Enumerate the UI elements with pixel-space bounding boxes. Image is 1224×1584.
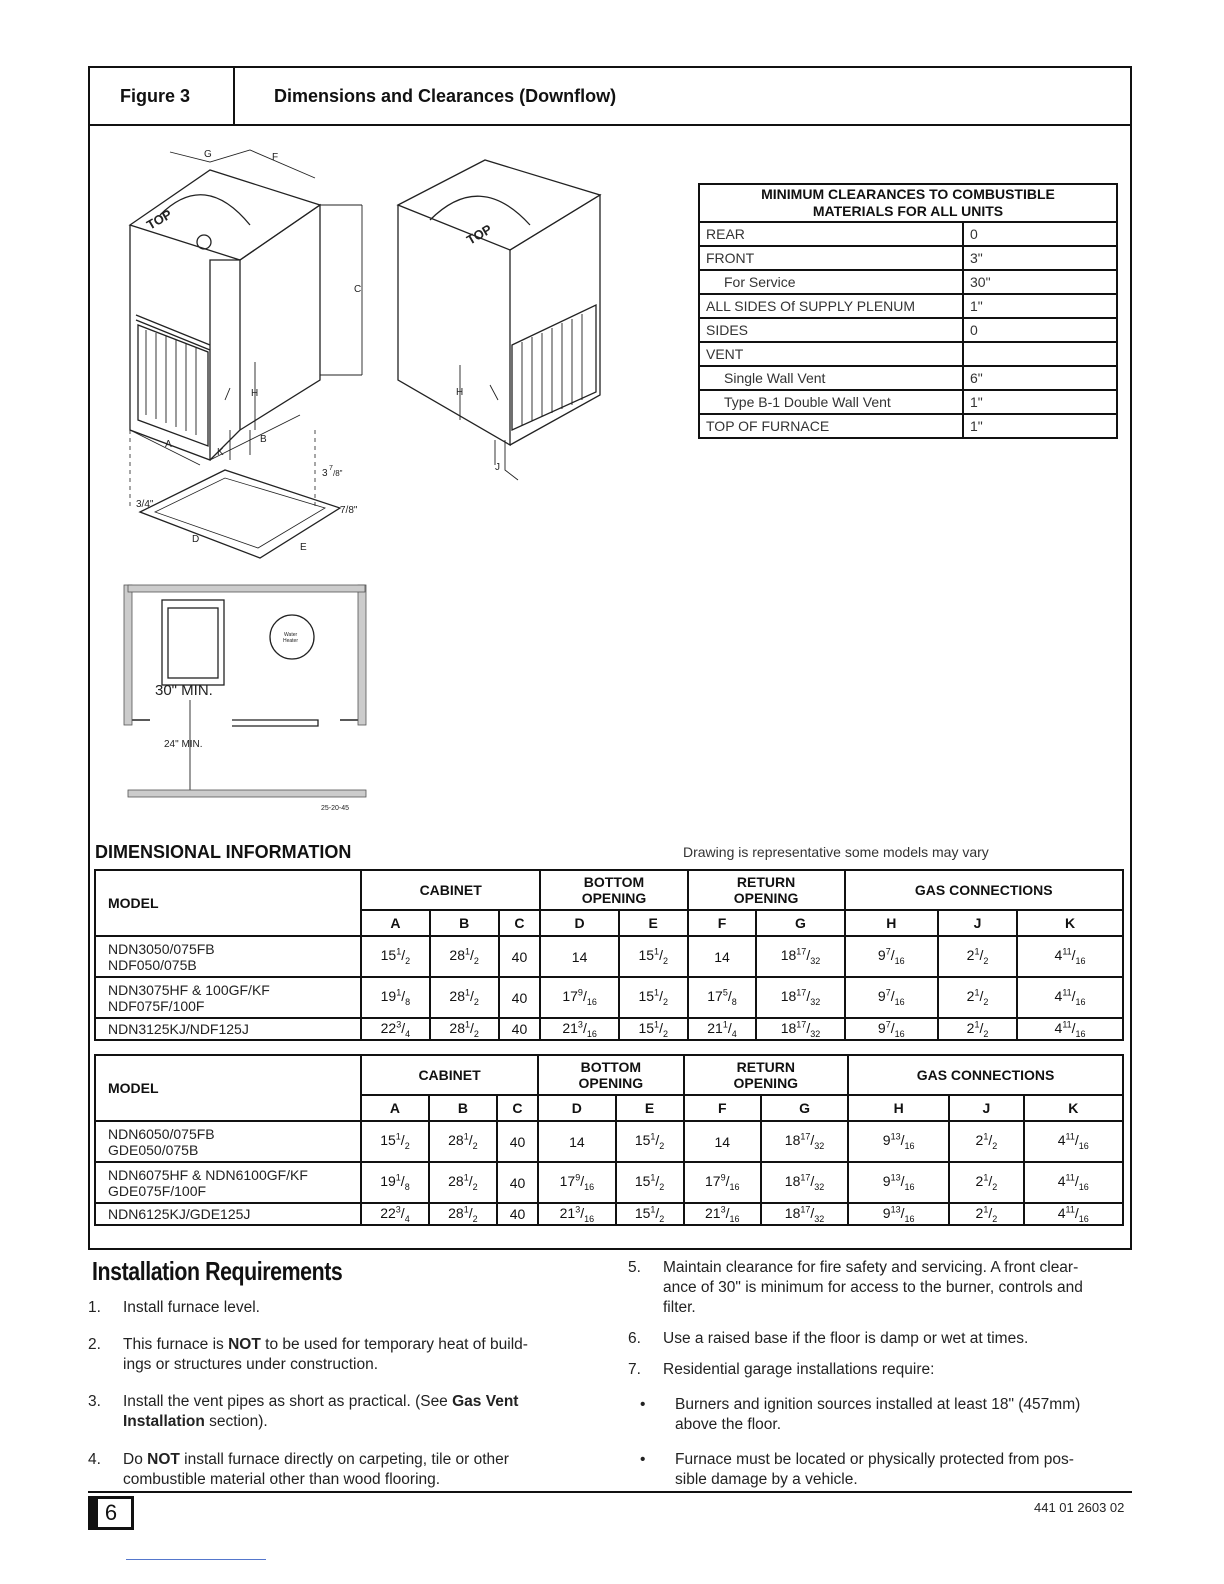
model-header: MODEL bbox=[95, 1055, 361, 1121]
dimension-cell-a: $22^3/_4$ bbox=[361, 1203, 429, 1225]
dimension-cell-k: $4^{11}/_{16}$ bbox=[1017, 936, 1123, 977]
furnace-right-side bbox=[510, 195, 600, 445]
label-three-quarter: 3/4" bbox=[136, 499, 154, 510]
model-cell: NDN6125KJ/GDE125J bbox=[95, 1203, 361, 1225]
table-row bbox=[95, 977, 1123, 1018]
dimension-cell-g: $18^{17}/_{32}$ bbox=[756, 1018, 844, 1040]
column-header-b: B bbox=[430, 910, 499, 936]
dimension-cell-c: 40 bbox=[499, 977, 541, 1018]
dimension-cell-h: $9^{13}/_{16}$ bbox=[848, 1162, 949, 1203]
column-header-c: C bbox=[497, 1095, 538, 1121]
dimension-cell-b: $28^1/_2$ bbox=[429, 1121, 497, 1162]
dimension-cell-d: 14 bbox=[540, 936, 618, 977]
dimension-cell-a: $19^1/_8$ bbox=[361, 977, 430, 1018]
cabinet-header: CABINET bbox=[361, 870, 540, 910]
column-header-e: E bbox=[616, 1095, 684, 1121]
dimension-cell-h: $9^7/_{16}$ bbox=[845, 977, 938, 1018]
dimensional-title: DIMENSIONAL INFORMATION bbox=[95, 842, 352, 862]
dimension-cell-j: $2^1/_2$ bbox=[938, 1018, 1017, 1040]
gas-connections-header: GAS CONNECTIONS bbox=[848, 1055, 1123, 1095]
label-j: J bbox=[495, 462, 500, 473]
model-cell: NDN6075HF & NDN6100GF/KF GDE075F/100F bbox=[95, 1162, 361, 1203]
column-header-j: J bbox=[949, 1095, 1023, 1121]
label-a: A bbox=[165, 439, 172, 450]
footer-rule bbox=[88, 1491, 1132, 1493]
column-header-d: D bbox=[540, 910, 618, 936]
bottom-opening-header: BOTTOM OPENING bbox=[540, 870, 687, 910]
requirements-title: Installation Requirements bbox=[92, 1256, 343, 1286]
dimension-cell-c: 40 bbox=[499, 1018, 541, 1040]
clearances-table bbox=[698, 183, 1118, 439]
label-h2: H bbox=[456, 387, 464, 398]
dimension-cell-f: 14 bbox=[688, 936, 757, 977]
page-number: 6 bbox=[88, 1496, 134, 1530]
table-row bbox=[95, 936, 1123, 977]
dimension-cell-k: $4^{11}/_{16}$ bbox=[1017, 1018, 1123, 1040]
water-heater-label: Water bbox=[284, 632, 298, 638]
dimension-cell-f: $17^5/_8$ bbox=[688, 977, 757, 1018]
label-e: E bbox=[300, 542, 307, 553]
dimension-cell-g: $18^{17}/_{32}$ bbox=[756, 977, 844, 1018]
dimension-cell-k: $4^{11}/_{16}$ bbox=[1024, 1121, 1123, 1162]
dimension-cell-h: $9^{13}/_{16}$ bbox=[848, 1203, 949, 1225]
dimension-cell-j: $2^1/_2$ bbox=[949, 1121, 1023, 1162]
dimension-cell-c: 40 bbox=[497, 1203, 538, 1225]
label-three-seven-eighths: 3 bbox=[322, 468, 328, 479]
model-cell: NDN3075HF & 100GF/KF NDF075F/100F bbox=[95, 977, 361, 1018]
table-row: REAR 0 bbox=[699, 222, 1117, 246]
label-24-min: 24" MIN. bbox=[164, 739, 203, 750]
model-cell: NDN6050/075FB GDE050/075B bbox=[95, 1121, 361, 1162]
dimension-cell-b: $28^1/_2$ bbox=[429, 1162, 497, 1203]
dimension-cell-e: $15^1/_2$ bbox=[619, 1018, 688, 1040]
column-header-b: B bbox=[429, 1095, 497, 1121]
clearances-header: MINIMUM CLEARANCES TO COMBUSTIBLE MATERIALS FOR ALL UNITS bbox=[699, 184, 1117, 222]
dimension-cell-g: $18^{17}/_{32}$ bbox=[761, 1203, 848, 1225]
dimensional-table-2 bbox=[94, 1054, 1124, 1226]
figure-label: Figure 3 bbox=[120, 86, 191, 106]
column-header-d: D bbox=[538, 1095, 615, 1121]
cabinet-header: CABINET bbox=[361, 1055, 538, 1095]
model-header: MODEL bbox=[95, 870, 361, 936]
model-cell: NDN3125KJ/NDF125J bbox=[95, 1018, 361, 1040]
dimension-cell-e: $15^1/_2$ bbox=[616, 1121, 684, 1162]
dimension-cell-f: $21^3/_{16}$ bbox=[684, 1203, 761, 1225]
table-row bbox=[95, 1203, 1123, 1225]
label-three-seven-eighths-sup: 7 bbox=[329, 465, 333, 472]
dimension-cell-d: 14 bbox=[538, 1121, 615, 1162]
dimension-cell-f: $17^9/_{16}$ bbox=[684, 1162, 761, 1203]
column-header-a: A bbox=[361, 1095, 429, 1121]
dimension-cell-b: $28^1/_2$ bbox=[430, 977, 499, 1018]
table-row: For Service 30" bbox=[699, 270, 1117, 294]
table-row bbox=[95, 1121, 1123, 1162]
figure-title: Dimensions and Clearances (Downflow) bbox=[274, 86, 617, 106]
return-opening-header: RETURN OPENING bbox=[684, 1055, 849, 1095]
dimension-cell-b: $28^1/_2$ bbox=[429, 1203, 497, 1225]
dimension-cell-k: $4^{11}/_{16}$ bbox=[1024, 1162, 1123, 1203]
dimension-cell-c: 40 bbox=[497, 1121, 538, 1162]
dimension-cell-e: $15^1/_2$ bbox=[616, 1203, 684, 1225]
dimension-cell-h: $9^{13}/_{16}$ bbox=[848, 1121, 949, 1162]
dimension-cell-d: $21^3/_{16}$ bbox=[540, 1018, 618, 1040]
drawing-number: 25-20-45 bbox=[321, 805, 350, 812]
list-item: 6. Use a raised base if the floor is damp or wet at times. bbox=[628, 1330, 1029, 1347]
dimension-cell-g: $18^{17}/_{32}$ bbox=[761, 1162, 848, 1203]
dimensional-note: Drawing is representative some models may vary bbox=[683, 844, 989, 860]
furnace-drawing bbox=[100, 130, 660, 820]
dimension-cell-j: $2^1/_2$ bbox=[938, 936, 1017, 977]
dimension-cell-k: $4^{11}/_{16}$ bbox=[1017, 977, 1123, 1018]
table-row: Single Wall Vent 6" bbox=[699, 366, 1117, 390]
column-header-h: H bbox=[848, 1095, 949, 1121]
dimension-cell-d: $17^9/_{16}$ bbox=[538, 1162, 615, 1203]
dimension-cell-e: $15^1/_2$ bbox=[619, 977, 688, 1018]
table-row: ALL SIDES Of SUPPLY PLENUM 1" bbox=[699, 294, 1117, 318]
column-header-c: C bbox=[499, 910, 541, 936]
dimensional-table-1 bbox=[94, 869, 1124, 1041]
dimension-cell-f: $21^1/_4$ bbox=[688, 1018, 757, 1040]
model-cell: NDN3050/075FB NDF050/075B bbox=[95, 936, 361, 977]
dimension-cell-j: $2^1/_2$ bbox=[949, 1203, 1023, 1225]
gas-connections-header: GAS CONNECTIONS bbox=[845, 870, 1123, 910]
label-seven-eighths: 7/8" bbox=[340, 505, 358, 516]
table-row: VENT bbox=[699, 342, 1117, 366]
bullet-item: • Burners and ignition sources installed at least 18" (457mm) above the floor. bbox=[640, 1396, 1081, 1433]
dimension-cell-j: $2^1/_2$ bbox=[949, 1162, 1023, 1203]
dimension-cell-g: $18^{17}/_{32}$ bbox=[756, 936, 844, 977]
column-header-h: H bbox=[845, 910, 938, 936]
dimension-cell-k: $4^{11}/_{16}$ bbox=[1024, 1203, 1123, 1225]
water-heater-label2: Heater bbox=[283, 638, 299, 644]
label-30-min: 30" MIN. bbox=[155, 682, 213, 699]
label-f: F bbox=[272, 152, 279, 163]
list-item: 3. Install the vent pipes as short as practical. (See Gas Vent Installation section). bbox=[88, 1393, 519, 1430]
dimension-cell-f: 14 bbox=[684, 1121, 761, 1162]
list-item: 1. Install furnace level. bbox=[88, 1299, 260, 1316]
table-row: FRONT 3" bbox=[699, 246, 1117, 270]
top-mark-2: TOP bbox=[464, 221, 495, 248]
column-header-g: G bbox=[761, 1095, 848, 1121]
column-header-e: E bbox=[619, 910, 688, 936]
label-k: K bbox=[217, 447, 224, 458]
label-d: D bbox=[192, 534, 200, 545]
bullet-item: • Furnace must be located or physically protected from pos- sible damage by a vehicle. bbox=[640, 1451, 1074, 1488]
list-item: 2. This furnace is NOT to be used for temporary heat of build- ings or structures under construction. bbox=[88, 1336, 528, 1373]
label-b: B bbox=[260, 434, 267, 445]
list-item: 5. Maintain clearance for fire safety and servicing. A front clear- ance of 30" is minimum for access to the burner, controls and filter. bbox=[628, 1259, 1083, 1316]
dimension-cell-d: $17^9/_{16}$ bbox=[540, 977, 618, 1018]
dimension-cell-a: $22^3/_4$ bbox=[361, 1018, 430, 1040]
dimension-cell-g: $18^{17}/_{32}$ bbox=[761, 1121, 848, 1162]
list-item: 7. Residential garage installations require: bbox=[628, 1361, 935, 1378]
dimension-cell-a: $15^1/_2$ bbox=[361, 936, 430, 977]
table-row: Type B-1 Double Wall Vent 1" bbox=[699, 390, 1117, 414]
label-g: G bbox=[204, 149, 212, 160]
dimension-cell-c: 40 bbox=[499, 936, 541, 977]
dimension-cell-e: $15^1/_2$ bbox=[616, 1162, 684, 1203]
table-row: TOP OF FURNACE 1" bbox=[699, 414, 1117, 438]
label-three-seven-eighths-sub: /8" bbox=[333, 469, 343, 478]
label-c: C bbox=[354, 284, 362, 295]
dimension-cell-a: $19^1/_8$ bbox=[361, 1162, 429, 1203]
table-row: SIDES 0 bbox=[699, 318, 1117, 342]
table-row bbox=[95, 1018, 1123, 1040]
dimension-cell-b: $28^1/_2$ bbox=[430, 936, 499, 977]
top-mark: TOP bbox=[144, 206, 175, 233]
document-number: 441 01 2603 02 bbox=[1034, 1500, 1125, 1515]
dimension-cell-h: $9^7/_{16}$ bbox=[845, 936, 938, 977]
column-header-a: A bbox=[361, 910, 430, 936]
list-item: 4. Do NOT install furnace directly on carpeting, tile or other combustible material other than wood flooring. bbox=[88, 1451, 509, 1488]
dimension-cell-a: $15^1/_2$ bbox=[361, 1121, 429, 1162]
table-row bbox=[95, 1162, 1123, 1203]
header-divider bbox=[233, 66, 235, 126]
dimension-cell-e: $15^1/_2$ bbox=[619, 936, 688, 977]
column-header-f: F bbox=[688, 910, 757, 936]
dimension-cell-j: $2^1/_2$ bbox=[938, 977, 1017, 1018]
link-underline bbox=[126, 1559, 266, 1560]
dimension-cell-c: 40 bbox=[497, 1162, 538, 1203]
label-h: H bbox=[251, 388, 259, 399]
column-header-k: K bbox=[1024, 1095, 1123, 1121]
bottom-opening-header: BOTTOM OPENING bbox=[538, 1055, 683, 1095]
dimension-cell-b: $28^1/_2$ bbox=[430, 1018, 499, 1040]
column-header-f: F bbox=[684, 1095, 761, 1121]
furnace-right-top bbox=[398, 160, 600, 250]
column-header-j: J bbox=[938, 910, 1017, 936]
column-header-g: G bbox=[756, 910, 844, 936]
return-opening-header: RETURN OPENING bbox=[688, 870, 845, 910]
base-plate bbox=[140, 470, 340, 558]
column-header-k: K bbox=[1017, 910, 1123, 936]
dimension-cell-h: $9^7/_{16}$ bbox=[845, 1018, 938, 1040]
dimension-cell-d: $21^3/_{16}$ bbox=[538, 1203, 615, 1225]
